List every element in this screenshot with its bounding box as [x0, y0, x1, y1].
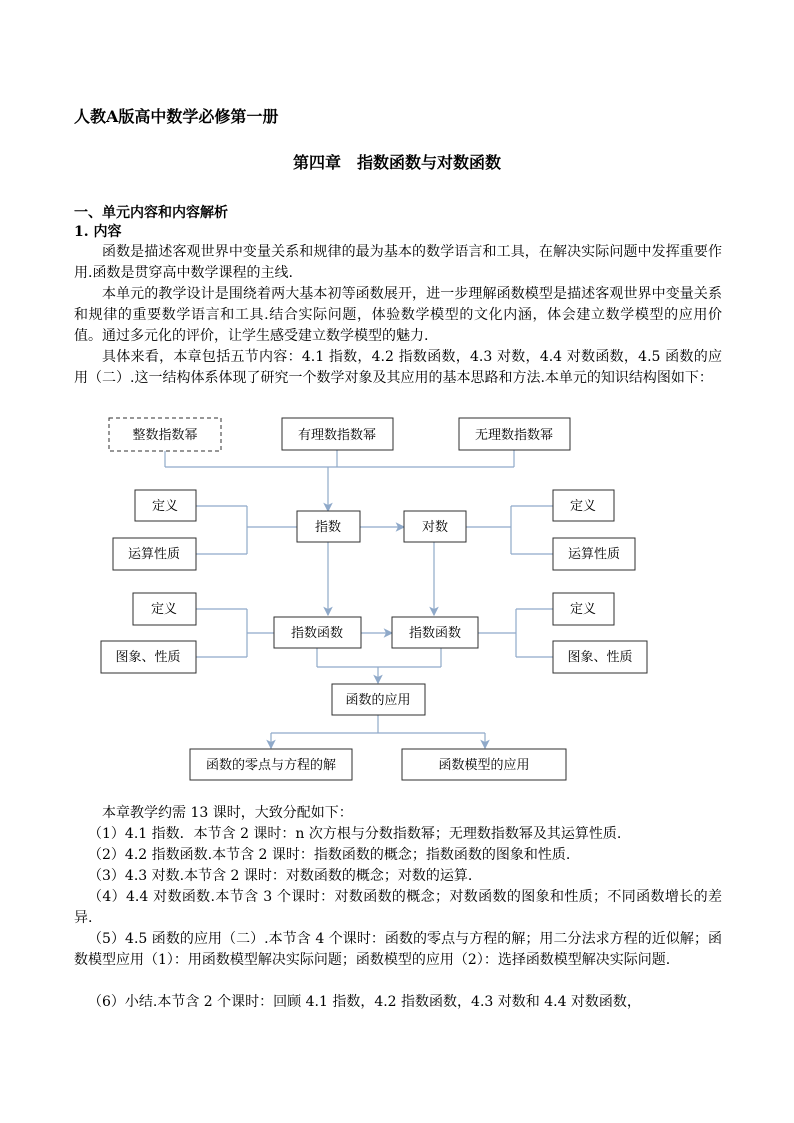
schedule-item-4: （4）4.4 对数函数.本节含 3 个课时：对数函数的概念；对数函数的图象和性质；不同函数增长的差异.	[74, 889, 722, 926]
node-graph-left	[101, 641, 196, 673]
node-zeros	[190, 749, 352, 780]
knowledge-structure-diagram	[0, 410, 794, 790]
book-title: 人教A版高中数学必修第一册	[74, 107, 279, 126]
node-exp	[297, 511, 360, 542]
node-exp-label: 指数	[314, 520, 342, 535]
node-def-left-2	[133, 593, 196, 625]
node-graph-right	[553, 641, 647, 673]
node-ops-right	[553, 538, 635, 570]
paragraph-3: 具体来看，本章包括五节内容：4.1 指数，4.2 指数函数，4.3 对数，4.4 对数函数，4.5 函数的应用（二）.这一结构体系体现了研究一个数学对象及其应用的基本思路和方法.本单元的知识结构图如下：	[74, 349, 722, 386]
node-log-label: 对数	[421, 520, 449, 535]
node-ops-right-label: 运算性质	[567, 547, 621, 562]
section-heading: 一、单元内容和内容解析	[74, 205, 228, 221]
node-ops-left-label: 运算性质	[127, 547, 181, 562]
schedule-item-2: （2）4.2 指数函数.本节含 2 课时：指数函数的概念；指数函数的图象和性质.	[88, 847, 571, 863]
node-graph-right-label: 图象、性质	[567, 650, 633, 665]
schedule-item-3: （3）4.3 对数.本节含 2 课时：对数函数的概念；对数的运算.	[88, 868, 473, 884]
node-rational-power-label: 有理数指数幂	[297, 428, 377, 443]
node-exp-func	[274, 617, 361, 648]
node-def-left-1-label: 定义	[151, 499, 179, 514]
node-log	[404, 511, 466, 542]
node-model-app	[402, 749, 566, 780]
node-def-right-2	[553, 593, 614, 625]
node-def-right-1	[553, 490, 614, 521]
paragraph-1: 函数是描述客观世界中变量关系和规律的最为基本的数学语言和工具，在解决实际问题中发挥重要作用.函数是贯穿高中数学课程的主线.	[74, 244, 722, 281]
node-rational-power	[282, 418, 393, 450]
node-log-func-label: 指数函数	[408, 626, 462, 641]
node-def-left-2-label: 定义	[150, 602, 178, 617]
node-model-app-label: 函数模型的应用	[438, 758, 530, 773]
node-integer-power	[109, 418, 221, 451]
schedule-item-1: （1）4.1 指数．本节含 2 课时：n 次方根与分数指数幂；无理数指数幂及其运算性质.	[88, 826, 622, 842]
schedule-intro: 本章教学约需 13 课时，大致分配如下：	[102, 805, 353, 821]
node-def-right-1-label: 定义	[569, 499, 597, 514]
node-integer-power-label: 整数指数幂	[132, 428, 198, 443]
node-graph-left-label: 图象、性质	[115, 650, 181, 665]
subsection-heading: 1. 内容	[74, 224, 122, 240]
node-def-left-1	[135, 490, 196, 521]
schedule-item-5: （5）4.5 函数的应用（二）.本节含 4 个课时：函数的零点与方程的解；用二分法求方程的近似解；函数模型应用（1）：用函数模型解决实际问题；函数模型的应用（2）：选择函数模型解决实际问题.	[74, 931, 722, 968]
node-def-right-2-label: 定义	[569, 602, 597, 617]
node-func-app-label: 函数的应用	[345, 693, 411, 708]
node-func-app	[332, 684, 425, 715]
node-irrational-power	[459, 418, 570, 450]
node-ops-left	[113, 538, 196, 570]
paragraph-2: 本单元的教学设计是围绕着两大基本初等函数展开，进一步理解函数模型是描述客观世界中变量关系和规律的重要数学语言和工具.结合实际问题，体验数学模型的文化内涵，体会建立数学模型的应用价值。通过多元化的评价，让学生感受建立数学模型的魅力.	[74, 286, 722, 344]
node-irrational-power-label: 无理数指数幂	[474, 428, 554, 443]
schedule-item-6: （6）小结.本节含 2 个课时：回顾 4.1 指数，4.2 指数函数，4.3 对数和 4.4 对数函数，	[88, 994, 641, 1010]
node-exp-func-label: 指数函数	[290, 626, 344, 641]
node-zeros-label: 函数的零点与方程的解	[205, 758, 337, 773]
node-log-func	[392, 617, 478, 648]
chapter-title: 第四章 指数函数与对数函数	[292, 153, 501, 172]
